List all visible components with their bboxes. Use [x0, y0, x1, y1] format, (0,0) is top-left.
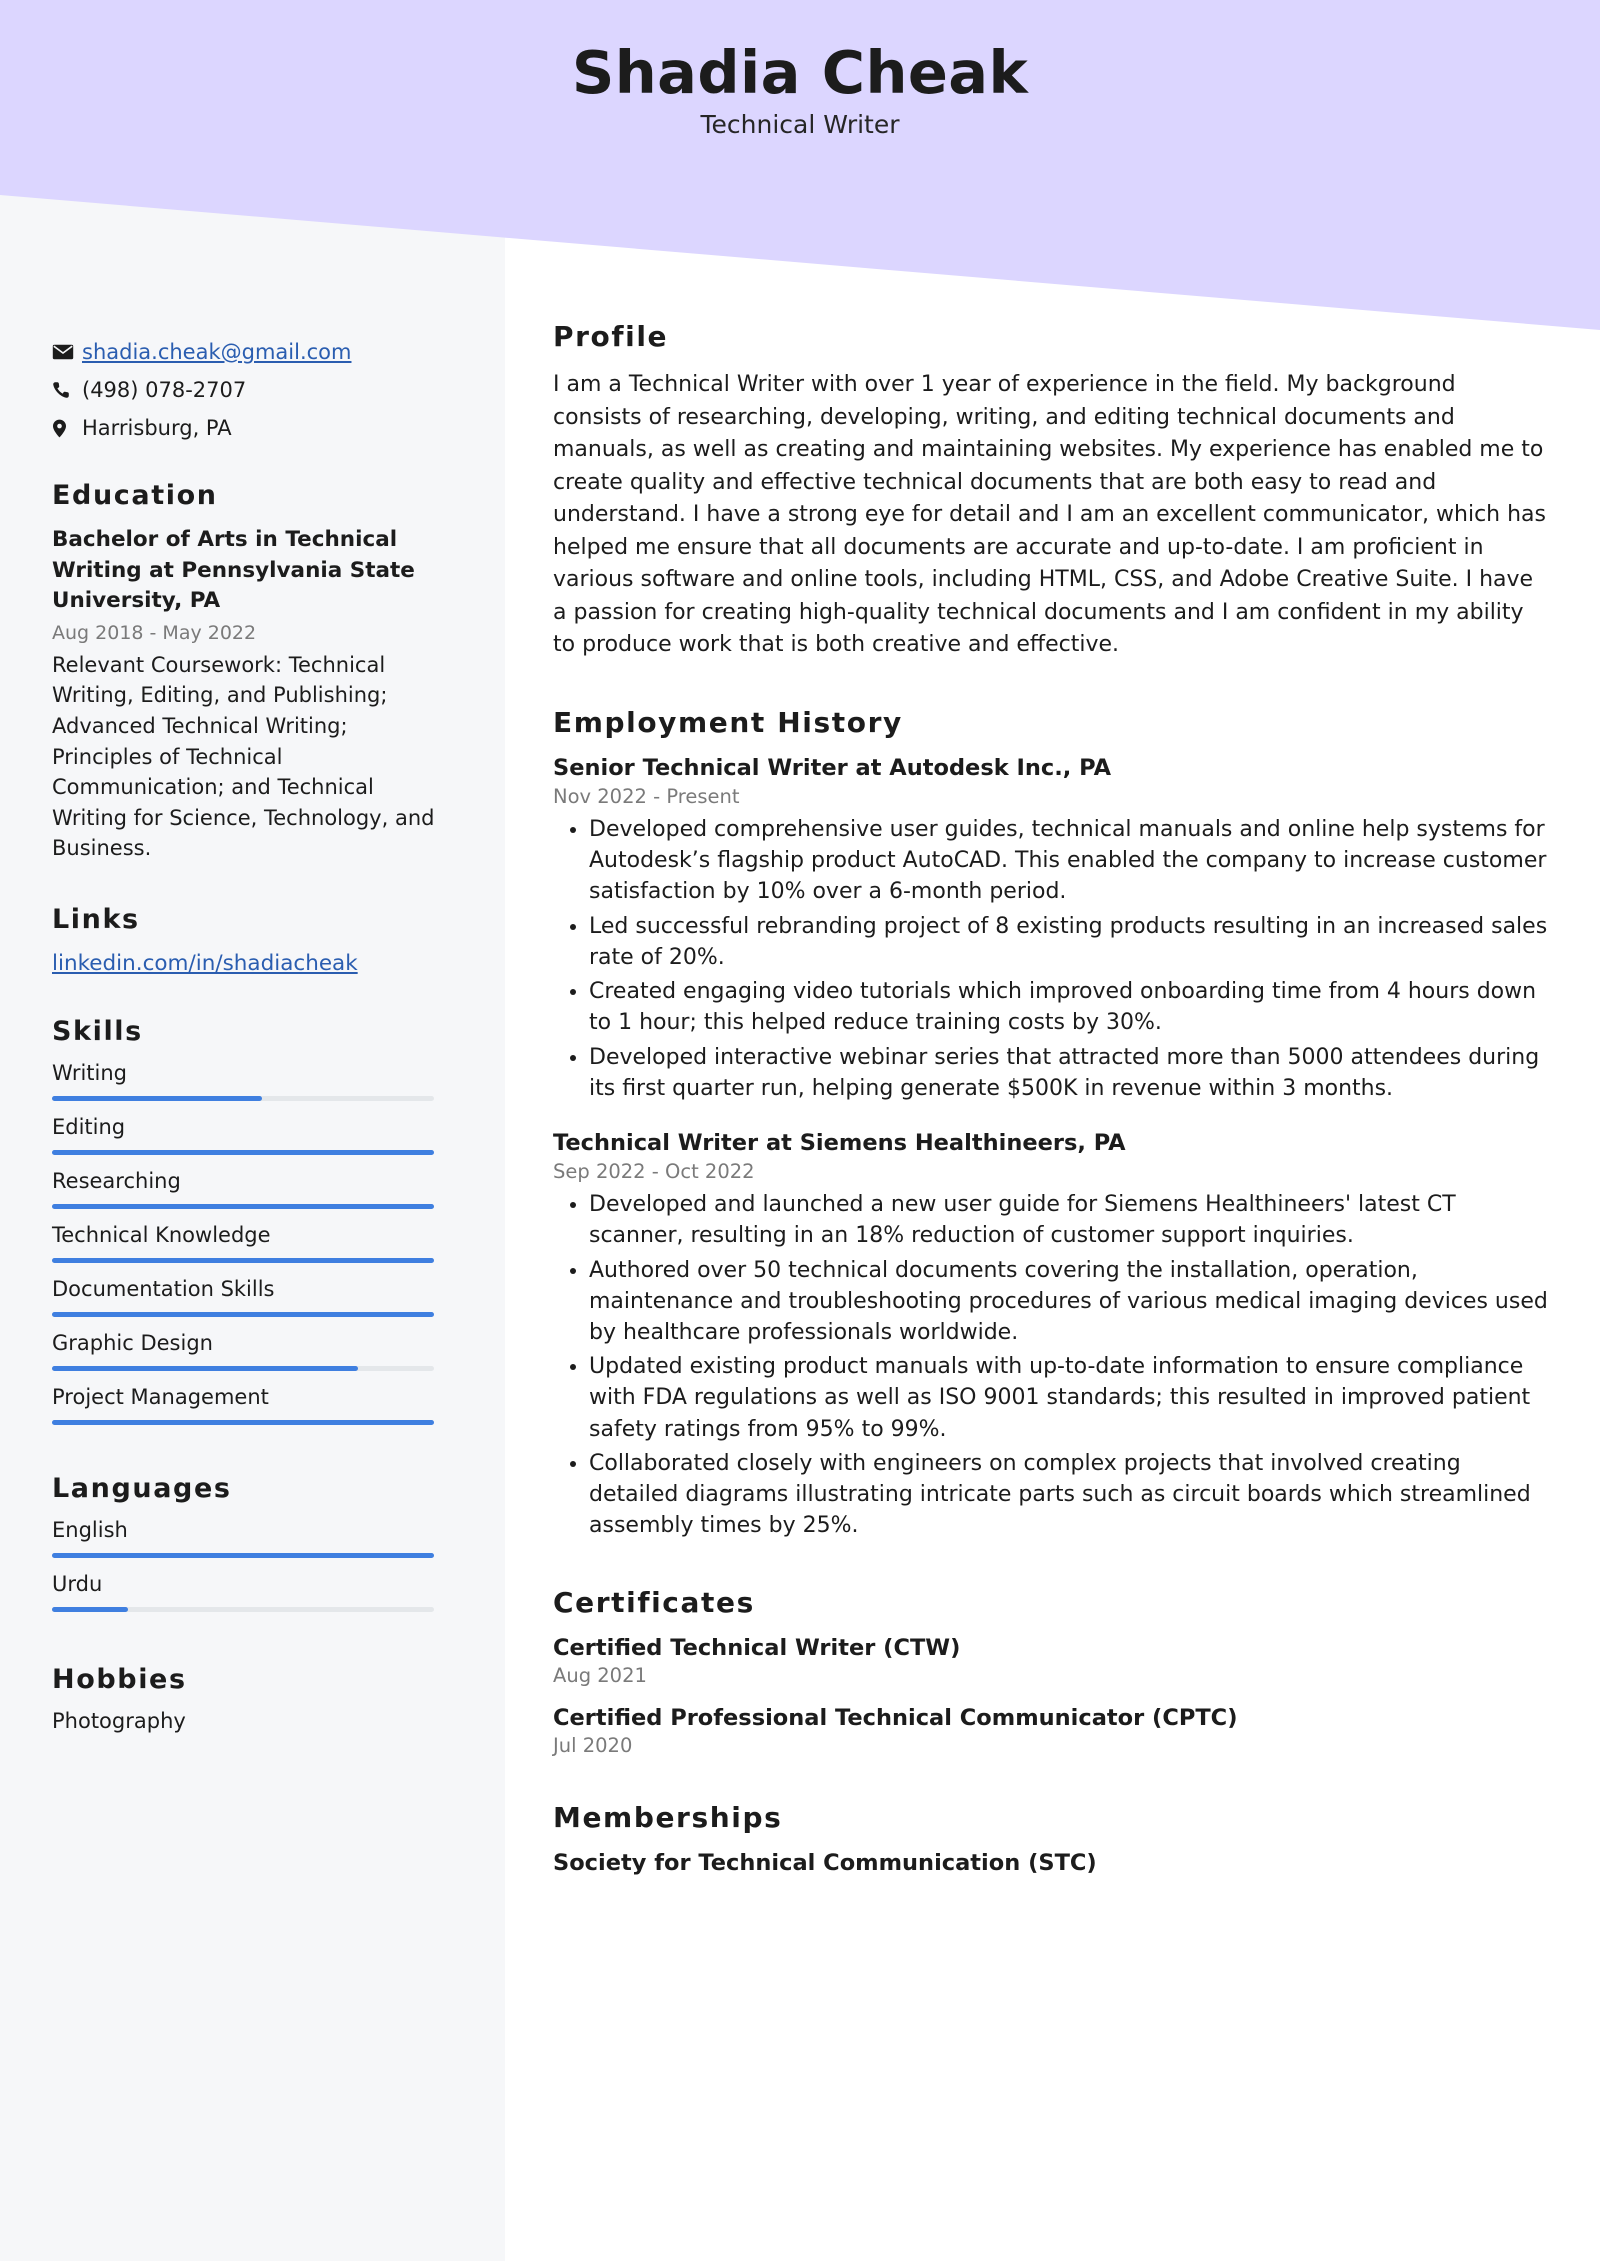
- skill-bar-fill: [52, 1204, 434, 1209]
- certificate-date: Aug 2021: [553, 1663, 647, 1687]
- skill-bar-track: [52, 1258, 434, 1263]
- profile-text: I am a Technical Writer with over 1 year of experience in the field. My background consists of researching, developing, writing, and editing technical documents and manuals, as well as creating and maintaining websites. My experience has enabled me to create quality and effective technical documents that are both easy to read and understand. I have a strong eye for detail and I am an excellent communicator, which has helped me ensure that all documents are accurate and up-to-date. I am proficient in various software and online tools, including HTML, CSS, and Adobe Creative Suite. I have a passion for creating high-quality technical documents and I am confident in my ability to produce work that is both creative and effective.: [553, 372, 1546, 658]
- profile-section: [553, 320, 1548, 662]
- skill-bar-track: [52, 1420, 434, 1425]
- skill-label: Editing: [52, 1115, 126, 1140]
- skill-bar-fill: [52, 1096, 262, 1101]
- skill-bar-track: [52, 1096, 434, 1101]
- language-bar-track: [52, 1607, 434, 1612]
- job-bullet: • Authored over 50 technical documents covering the installation, operation, maintenance and troubleshooting procedures of various medical imaging devices used by healthcare professionals worldwide.: [589, 1255, 1548, 1349]
- contact-phone: [52, 378, 442, 402]
- certificate-entry: [553, 1635, 1548, 1687]
- job-date: Nov 2022 - Present: [553, 784, 740, 808]
- skill-bar-track: [52, 1366, 434, 1371]
- sidebar-content: [52, 340, 442, 1733]
- membership-title: Society for Technical Communication (STC): [553, 1849, 1097, 1876]
- skill-item: [52, 1385, 442, 1425]
- job-entry: [553, 755, 1548, 1104]
- skills-list: [52, 1061, 442, 1425]
- job-bullet: • Collaborated closely with engineers on complex projects that involved creating detailed diagrams illustrating intricate parts such as circuit boards which streamlined assembly times by 25%.: [589, 1448, 1548, 1542]
- job-bullet: • Updated existing product manuals with up-to-date information to ensure compliance with FDA regulations as well as ISO 9001 standards; this resulted in improved patient safety ratings from 95% to 99%.: [589, 1351, 1548, 1445]
- skill-bar-fill: [52, 1420, 434, 1425]
- language-label: Urdu: [52, 1572, 103, 1597]
- main-content: [553, 320, 1548, 1876]
- job-entry: [553, 1130, 1548, 1542]
- language-item: [52, 1572, 442, 1612]
- skill-bar-fill: [52, 1366, 358, 1371]
- skill-item: [52, 1169, 442, 1209]
- job-bullet: • Developed interactive webinar series that attracted more than 5000 attendees during its first quarter run, helping generate $500K in revenue within 3 months.: [589, 1042, 1548, 1104]
- hobbies-heading: Hobbies: [52, 1664, 187, 1696]
- header-content: [0, 40, 1600, 139]
- certificate-title: Certified Technical Writer (CTW): [553, 1634, 961, 1661]
- certificates-heading: Certificates: [553, 1585, 755, 1619]
- education-date: Aug 2018 - May 2022: [52, 621, 257, 644]
- links-heading: Links: [52, 904, 140, 936]
- skill-item: [52, 1277, 442, 1317]
- phone-text: (498) 078-2707: [82, 378, 247, 402]
- header-subtitle: Technical Writer: [700, 110, 900, 140]
- language-bar-fill: [52, 1553, 434, 1558]
- skill-label: Documentation Skills: [52, 1277, 275, 1302]
- skill-label: Project Management: [52, 1385, 269, 1410]
- memberships-heading: Memberships: [553, 1800, 783, 1834]
- language-bar-track: [52, 1553, 434, 1558]
- job-bullet: • Developed comprehensive user guides, technical manuals and online help systems for Autodesk’s flagship product AutoCAD. This enabled the company to increase customer satisfaction by 10% over a 6-month period.: [589, 814, 1548, 908]
- education-heading: Education: [52, 480, 218, 511]
- skill-bar-track: [52, 1204, 434, 1209]
- job-bullets: [559, 814, 1548, 1104]
- sidebar: [0, 195, 505, 2261]
- education-degree: Bachelor of Arts in Technical Writing at Pennsylvania State University, PA: [52, 527, 415, 614]
- skill-label: Graphic Design: [52, 1331, 213, 1356]
- languages-list: [52, 1518, 442, 1612]
- email-icon: [52, 344, 82, 360]
- job-bullet: • Developed and launched a new user guide for Siemens Healthineers' latest CT scanner, resulting in an 18% reduction of customer support inquiries.: [589, 1189, 1548, 1251]
- profile-heading: Profile: [553, 320, 669, 353]
- contact-email: [52, 340, 442, 364]
- job-bullet: • Led successful rebranding project of 8 existing products resulting in an increased sales rate of 20%.: [589, 911, 1548, 973]
- skill-label: Researching: [52, 1169, 181, 1194]
- language-bar-fill: [52, 1607, 128, 1612]
- skill-item: [52, 1223, 442, 1263]
- location-pin-icon: [52, 419, 82, 438]
- page-title: Shadia Cheak: [571, 38, 1029, 107]
- contact-list: [52, 340, 442, 440]
- job-bullet: • Created engaging video tutorials which improved onboarding time from 4 hours down to 1 hour; this helped reduce training costs by 30%.: [589, 976, 1548, 1038]
- skill-bar-fill: [52, 1258, 434, 1263]
- certificate-title: Certified Professional Technical Communicator (CPTC): [553, 1704, 1238, 1731]
- skill-item: [52, 1115, 442, 1155]
- skill-bar-track: [52, 1150, 434, 1155]
- language-item: [52, 1518, 442, 1558]
- certificate-date: Jul 2020: [553, 1733, 633, 1757]
- certificates-list: [553, 1635, 1548, 1757]
- skill-label: Technical Knowledge: [52, 1223, 271, 1248]
- linkedin-link[interactable]: linkedin.com/in/shadiacheak: [52, 951, 358, 977]
- location-text: Harrisburg, PA: [82, 416, 232, 440]
- employment-section: [553, 706, 1548, 1542]
- job-title: Technical Writer at Siemens Healthineers, PA: [553, 1130, 1126, 1157]
- skill-item: [52, 1061, 442, 1101]
- hobbies-text: Photography: [52, 1709, 186, 1734]
- skills-heading: Skills: [52, 1016, 143, 1048]
- skill-bar-track: [52, 1312, 434, 1317]
- skill-bar-fill: [52, 1312, 434, 1317]
- phone-icon: [52, 381, 82, 399]
- job-title: Senior Technical Writer at Autodesk Inc., PA: [553, 754, 1111, 781]
- certificates-section: [553, 1586, 1548, 1757]
- job-bullets: [559, 1189, 1548, 1542]
- memberships-list: [553, 1850, 1548, 1876]
- employment-heading: Employment History: [553, 705, 903, 739]
- contact-location: [52, 416, 442, 440]
- certificate-entry: [553, 1705, 1548, 1757]
- skill-item: [52, 1331, 442, 1371]
- education-description: Relevant Coursework: Technical Writing, Editing, and Publishing; Advanced Technical Writing; Principles of Technical Communication; and Technical Writing for Science, Technology, and Business.: [52, 652, 435, 861]
- job-date: Sep 2022 - Oct 2022: [553, 1160, 755, 1184]
- email-link[interactable]: shadia.cheak@gmail.com: [82, 340, 352, 364]
- memberships-section: [553, 1801, 1548, 1876]
- language-label: English: [52, 1518, 128, 1543]
- languages-heading: Languages: [52, 1473, 232, 1505]
- skill-label: Writing: [52, 1061, 127, 1086]
- skill-bar-fill: [52, 1150, 434, 1155]
- jobs-list: [553, 755, 1548, 1542]
